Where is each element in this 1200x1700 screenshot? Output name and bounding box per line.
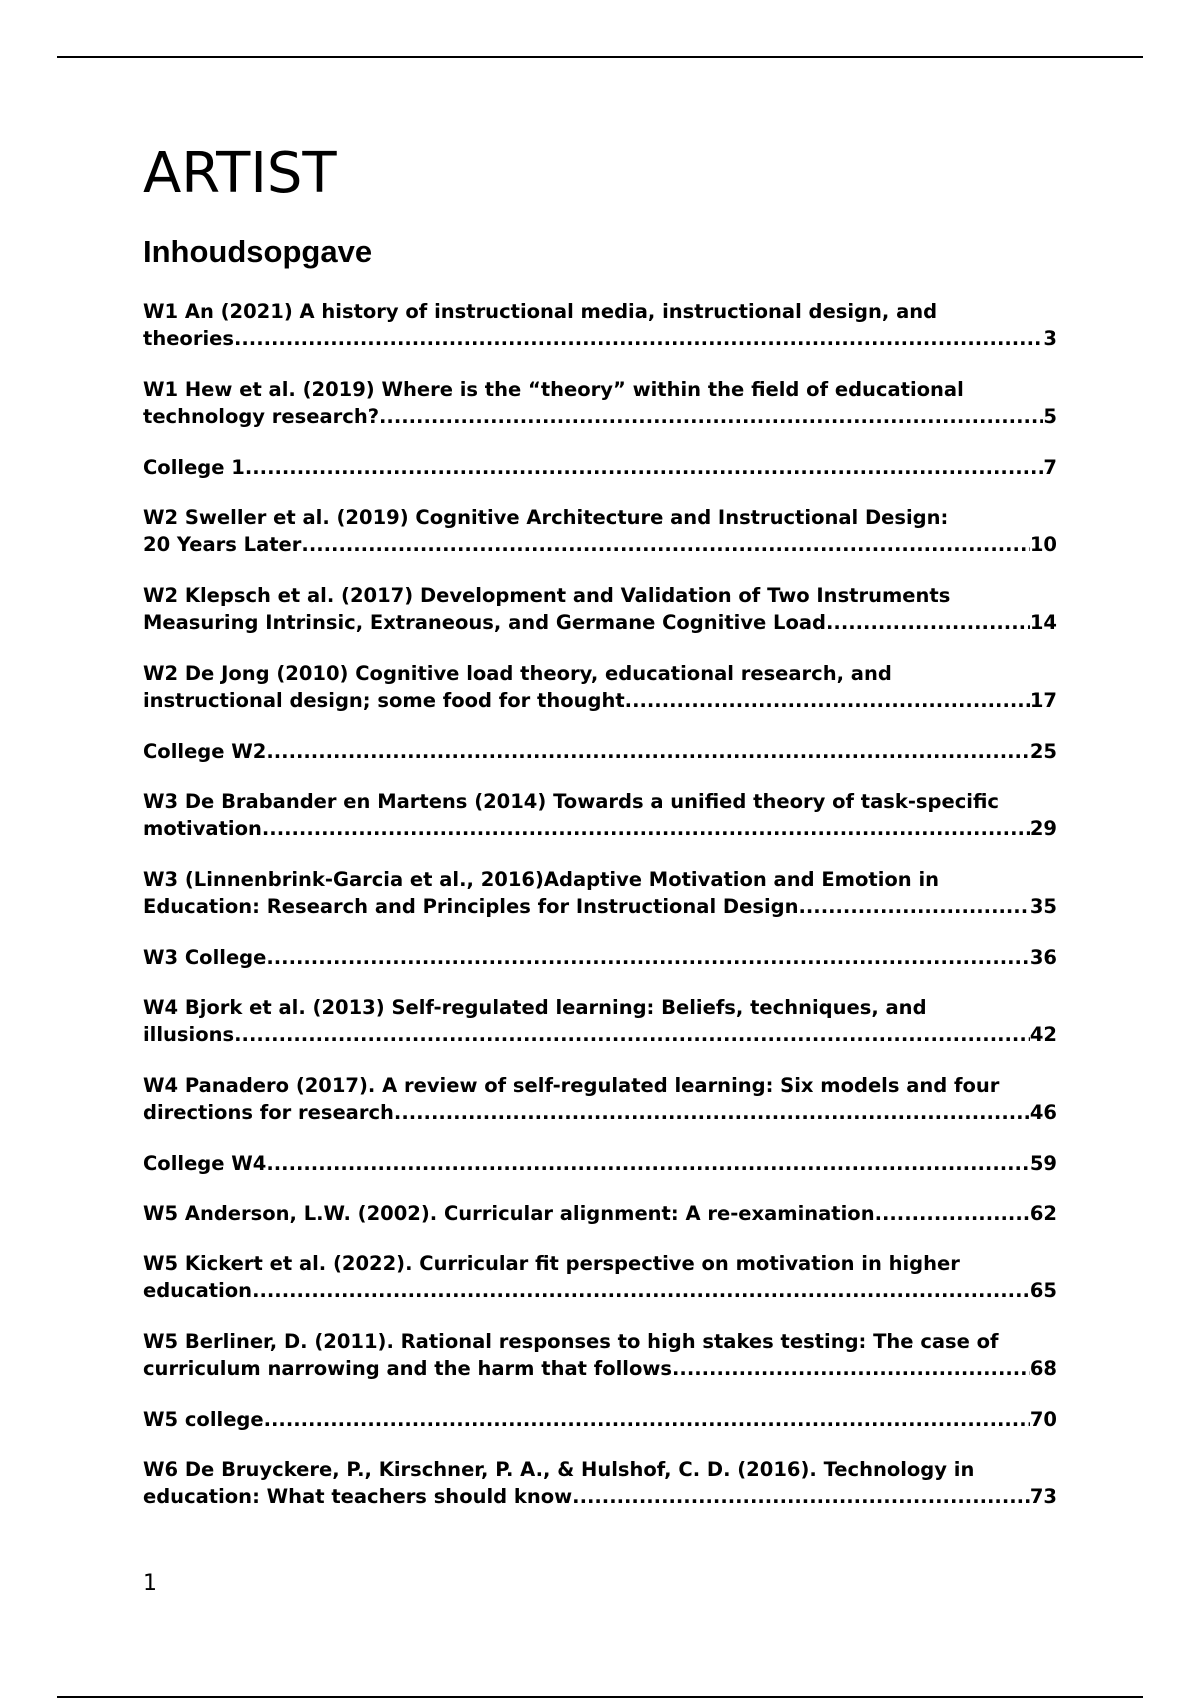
- toc-dot-leader: [264, 1406, 1030, 1433]
- toc-heading: Inhoudsopgave: [143, 234, 373, 269]
- toc-page-number: 35: [1029, 895, 1057, 918]
- toc-entry[interactable]: [143, 454, 1057, 481]
- toc-entry-title: College W2: [143, 740, 267, 763]
- toc-dot-leader: [266, 944, 1030, 971]
- toc-entry-title-line: W2 Sweller et al. (2019) Cognitive Architecture and Instructional Design:: [143, 506, 949, 529]
- toc-entry[interactable]: [143, 1456, 1057, 1510]
- toc-dot-leader: [301, 531, 1029, 558]
- toc-dot-leader: [252, 1277, 1030, 1304]
- toc-entry[interactable]: [143, 376, 1057, 430]
- toc-entry-title-line: W2 De Jong (2010) Cognitive load theory, educational research, and: [143, 662, 892, 685]
- toc-dot-leader: [394, 1099, 1030, 1126]
- toc-entry-title-line: W6 De Bruyckere, P., Kirschner, P. A., & Hulshof, C. D. (2016). Technology in: [143, 1458, 975, 1481]
- toc-entry-title-line: W3 (Linnenbrink-Garcia et al., 2016)Adaptive Motivation and Emotion in: [143, 868, 940, 891]
- toc-page-number: 59: [1029, 1152, 1057, 1175]
- toc-entry-title: Measuring Intrinsic, Extraneous, and Germane Cognitive Load: [143, 611, 826, 634]
- toc-dot-leader: [632, 687, 1030, 714]
- toc-page-number: 73: [1029, 1485, 1057, 1508]
- toc-entry-title: illusions: [143, 1023, 235, 1046]
- toc-entry[interactable]: [143, 1072, 1057, 1126]
- toc-entry[interactable]: [143, 866, 1057, 920]
- toc-entry-line: [143, 893, 1057, 920]
- toc-dot-leader: [798, 893, 1029, 920]
- toc-entry[interactable]: [143, 582, 1057, 636]
- toc-entry-line: [143, 531, 1057, 558]
- toc-page-number: 70: [1029, 1408, 1057, 1431]
- toc-dot-leader: [572, 1483, 1030, 1510]
- toc-page-number: 5: [1043, 405, 1057, 428]
- toc-dot-leader: [266, 1150, 1030, 1177]
- toc-dot-leader: [234, 1021, 1030, 1048]
- table-of-contents: [143, 298, 1057, 1534]
- toc-entry-title: curriculum narrowing and the harm that follows: [143, 1357, 672, 1380]
- toc-entry-title-line: W3 De Brabander en Martens (2014) Towards a unified theory of task-specific: [143, 790, 999, 813]
- toc-entry-line: [143, 815, 1057, 842]
- toc-entry-title: theories: [143, 327, 234, 350]
- toc-entry-line: [143, 1200, 1057, 1227]
- toc-entry-title-line: W5 Kickert et al. (2022). Curricular fit perspective on motivation in higher: [143, 1252, 960, 1275]
- toc-page-number: 36: [1029, 946, 1057, 969]
- toc-dot-leader: [379, 403, 1043, 430]
- toc-entry-title: motivation: [143, 817, 262, 840]
- toc-entry-title: W3 College: [143, 946, 267, 969]
- document-title: ARTIST: [143, 141, 337, 206]
- toc-dot-leader: [875, 1200, 1030, 1227]
- toc-page-number: 29: [1029, 817, 1057, 840]
- toc-entry-title-line: W1 Hew et al. (2019) Where is the “theory” within the field of educational: [143, 378, 964, 401]
- toc-page-number: 3: [1043, 327, 1057, 350]
- toc-entry-line: [143, 1483, 1057, 1510]
- toc-entry-title: education: [143, 1279, 253, 1302]
- toc-entry[interactable]: [143, 1250, 1057, 1304]
- toc-entry-line: [143, 1021, 1057, 1048]
- toc-page-number: 14: [1029, 611, 1057, 634]
- toc-dot-leader: [266, 738, 1030, 765]
- toc-page-number: 17: [1029, 689, 1057, 712]
- toc-entry-line: [143, 609, 1057, 636]
- toc-entry-line: [143, 325, 1057, 352]
- toc-entry-title-line: W4 Panadero (2017). A review of self-regulated learning: Six models and four: [143, 1074, 1000, 1097]
- toc-entry-line: [143, 1277, 1057, 1304]
- toc-entry[interactable]: [143, 788, 1057, 842]
- toc-entry[interactable]: [143, 1150, 1057, 1177]
- toc-page-number: 42: [1029, 1023, 1057, 1046]
- toc-page-number: 68: [1029, 1357, 1057, 1380]
- toc-entry[interactable]: [143, 1406, 1057, 1433]
- toc-entry-line: [143, 944, 1057, 971]
- toc-entry-line: [143, 1355, 1057, 1382]
- toc-entry-title: Education: Research and Principles for Instructional Design: [143, 895, 799, 918]
- toc-dot-leader: [245, 454, 1044, 481]
- toc-entry-title-line: W1 An (2021) A history of instructional media, instructional design, and: [143, 300, 938, 323]
- toc-entry-title-line: W4 Bjork et al. (2013) Self-regulated learning: Beliefs, techniques, and: [143, 996, 927, 1019]
- toc-entry-line: [143, 403, 1057, 430]
- toc-entry-title: W5 college: [143, 1408, 264, 1431]
- toc-entry-line: [143, 1150, 1057, 1177]
- toc-entry-title: education: What teachers should know: [143, 1485, 573, 1508]
- toc-entry[interactable]: [143, 660, 1057, 714]
- toc-entry[interactable]: [143, 1200, 1057, 1227]
- toc-page-number: 10: [1029, 533, 1057, 556]
- toc-dot-leader: [672, 1355, 1030, 1382]
- page-number: 1: [143, 1571, 157, 1596]
- toc-page-number: 65: [1029, 1279, 1057, 1302]
- toc-entry-line: [143, 1406, 1057, 1433]
- toc-page-number: 62: [1029, 1202, 1057, 1225]
- toc-entry-line: [143, 454, 1057, 481]
- page-bottom-rule: [57, 1696, 1143, 1698]
- toc-entry-title-line: W2 Klepsch et al. (2017) Development and Validation of Two Instruments: [143, 584, 951, 607]
- toc-dot-leader: [826, 609, 1030, 636]
- toc-entry-title: College W4: [143, 1152, 267, 1175]
- toc-entry-title: technology research?: [143, 405, 380, 428]
- toc-page-number: 7: [1043, 456, 1057, 479]
- toc-entry[interactable]: [143, 298, 1057, 352]
- toc-entry-title: directions for research: [143, 1101, 394, 1124]
- toc-entry-line: [143, 1099, 1057, 1126]
- toc-entry[interactable]: [143, 944, 1057, 971]
- toc-entry-line: [143, 687, 1057, 714]
- toc-entry-title-line: W5 Berliner, D. (2011). Rational responses to high stakes testing: The case of: [143, 1330, 999, 1353]
- toc-entry[interactable]: [143, 994, 1057, 1048]
- toc-entry[interactable]: [143, 504, 1057, 558]
- toc-entry-title: instructional design; some food for thought.: [143, 689, 633, 712]
- toc-dot-leader: [234, 325, 1043, 352]
- toc-dot-leader: [262, 815, 1030, 842]
- toc-page-number: 25: [1029, 740, 1057, 763]
- toc-entry[interactable]: [143, 1328, 1057, 1382]
- toc-entry[interactable]: [143, 738, 1057, 765]
- toc-page-number: 46: [1029, 1101, 1057, 1124]
- toc-entry-line: [143, 738, 1057, 765]
- toc-entry-title: College 1: [143, 456, 245, 479]
- toc-entry-title: 20 Years Later: [143, 533, 302, 556]
- toc-entry-title: W5 Anderson, L.W. (2002). Curricular alignment: A re-examination: [143, 1202, 875, 1225]
- page-top-rule: [57, 56, 1143, 58]
